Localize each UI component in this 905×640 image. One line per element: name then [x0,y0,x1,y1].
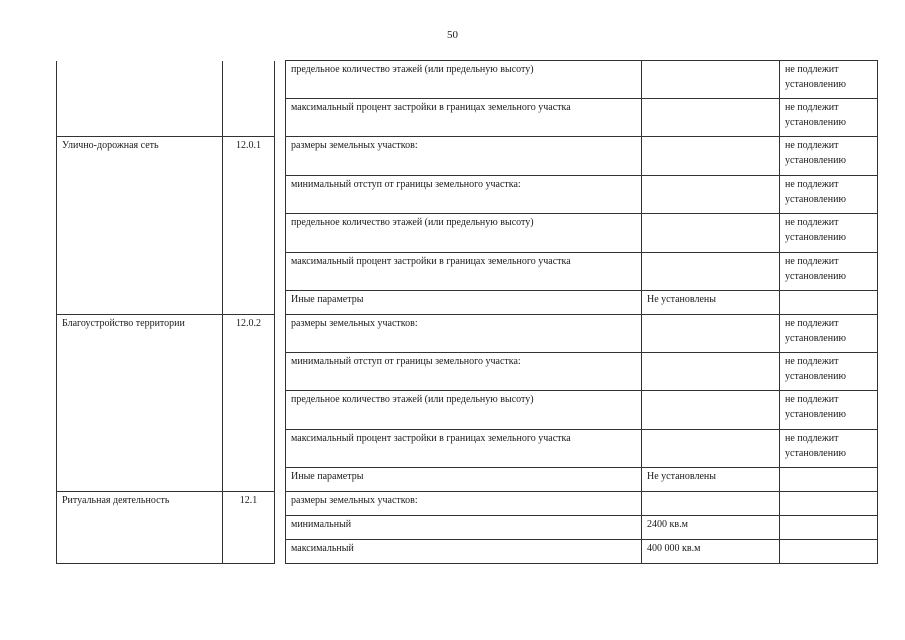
value-cell [642,137,780,176]
note-cell: не подлежит установлению [780,214,878,253]
land-use-code-cell: 12.1 [223,492,275,564]
land-use-code-cell [223,61,275,137]
column-gap [275,137,286,315]
note-cell: не подлежит установлению [780,176,878,214]
land-use-code-cell: 12.0.2 [223,315,275,492]
land-use-name-cell [57,61,223,137]
value-cell [642,315,780,353]
value-cell [642,430,780,468]
value-cell: 400 000 кв.м [642,540,780,564]
value-cell [642,391,780,430]
note-cell: не подлежит установлению [780,353,878,391]
table-row [57,137,878,176]
value-cell [642,99,780,137]
parameter-cell: Иные параметры [286,468,642,492]
zoning-parameters-table [56,60,878,564]
value-cell: 2400 кв.м [642,516,780,540]
table-row [57,315,878,353]
parameter-cell: минимальный отступ от границы земельного участка: [286,176,642,214]
note-cell [780,492,878,516]
land-use-name-cell: Ритуальная деятельность [57,492,223,564]
column-gap [275,315,286,492]
parameter-cell: максимальный процент застройки в границах земельного участка [286,253,642,291]
note-cell [780,540,878,564]
parameter-cell: размеры земельных участков: [286,137,642,176]
note-cell [780,516,878,540]
parameter-cell: максимальный [286,540,642,564]
value-cell [642,176,780,214]
note-cell: не подлежит установлению [780,315,878,353]
value-cell [642,253,780,291]
column-gap [275,492,286,564]
value-cell: Не установлены [642,291,780,315]
parameter-cell: Иные параметры [286,291,642,315]
note-cell: не подлежит установлению [780,61,878,99]
parameter-cell: размеры земельных участков: [286,315,642,353]
parameter-cell: максимальный процент застройки в границах земельного участка [286,99,642,137]
parameter-cell: предельное количество этажей (или предельную высоту) [286,214,642,253]
parameter-cell: максимальный процент застройки в границах земельного участка [286,430,642,468]
parameter-cell: минимальный отступ от границы земельного участка: [286,353,642,391]
value-cell [642,492,780,516]
note-cell: не подлежит установлению [780,99,878,137]
value-cell [642,214,780,253]
note-cell: не подлежит установлению [780,253,878,291]
table-row [57,61,878,99]
value-cell [642,61,780,99]
parameter-cell: размеры земельных участков: [286,492,642,516]
parameter-cell: минимальный [286,516,642,540]
note-cell [780,468,878,492]
parameter-cell: предельное количество этажей (или предельную высоту) [286,391,642,430]
value-cell [642,353,780,391]
page-number: 50 [447,29,458,41]
parameter-cell: предельное количество этажей (или предельную высоту) [286,61,642,99]
note-cell: не подлежит установлению [780,137,878,176]
table-row [57,492,878,516]
note-cell [780,291,878,315]
note-cell: не подлежит установлению [780,430,878,468]
column-gap [275,61,286,137]
note-cell: не подлежит установлению [780,391,878,430]
land-use-code-cell: 12.0.1 [223,137,275,315]
land-use-name-cell: Улично-дорожная сеть [57,137,223,315]
value-cell: Не установлены [642,468,780,492]
land-use-name-cell: Благоустройство территории [57,315,223,492]
